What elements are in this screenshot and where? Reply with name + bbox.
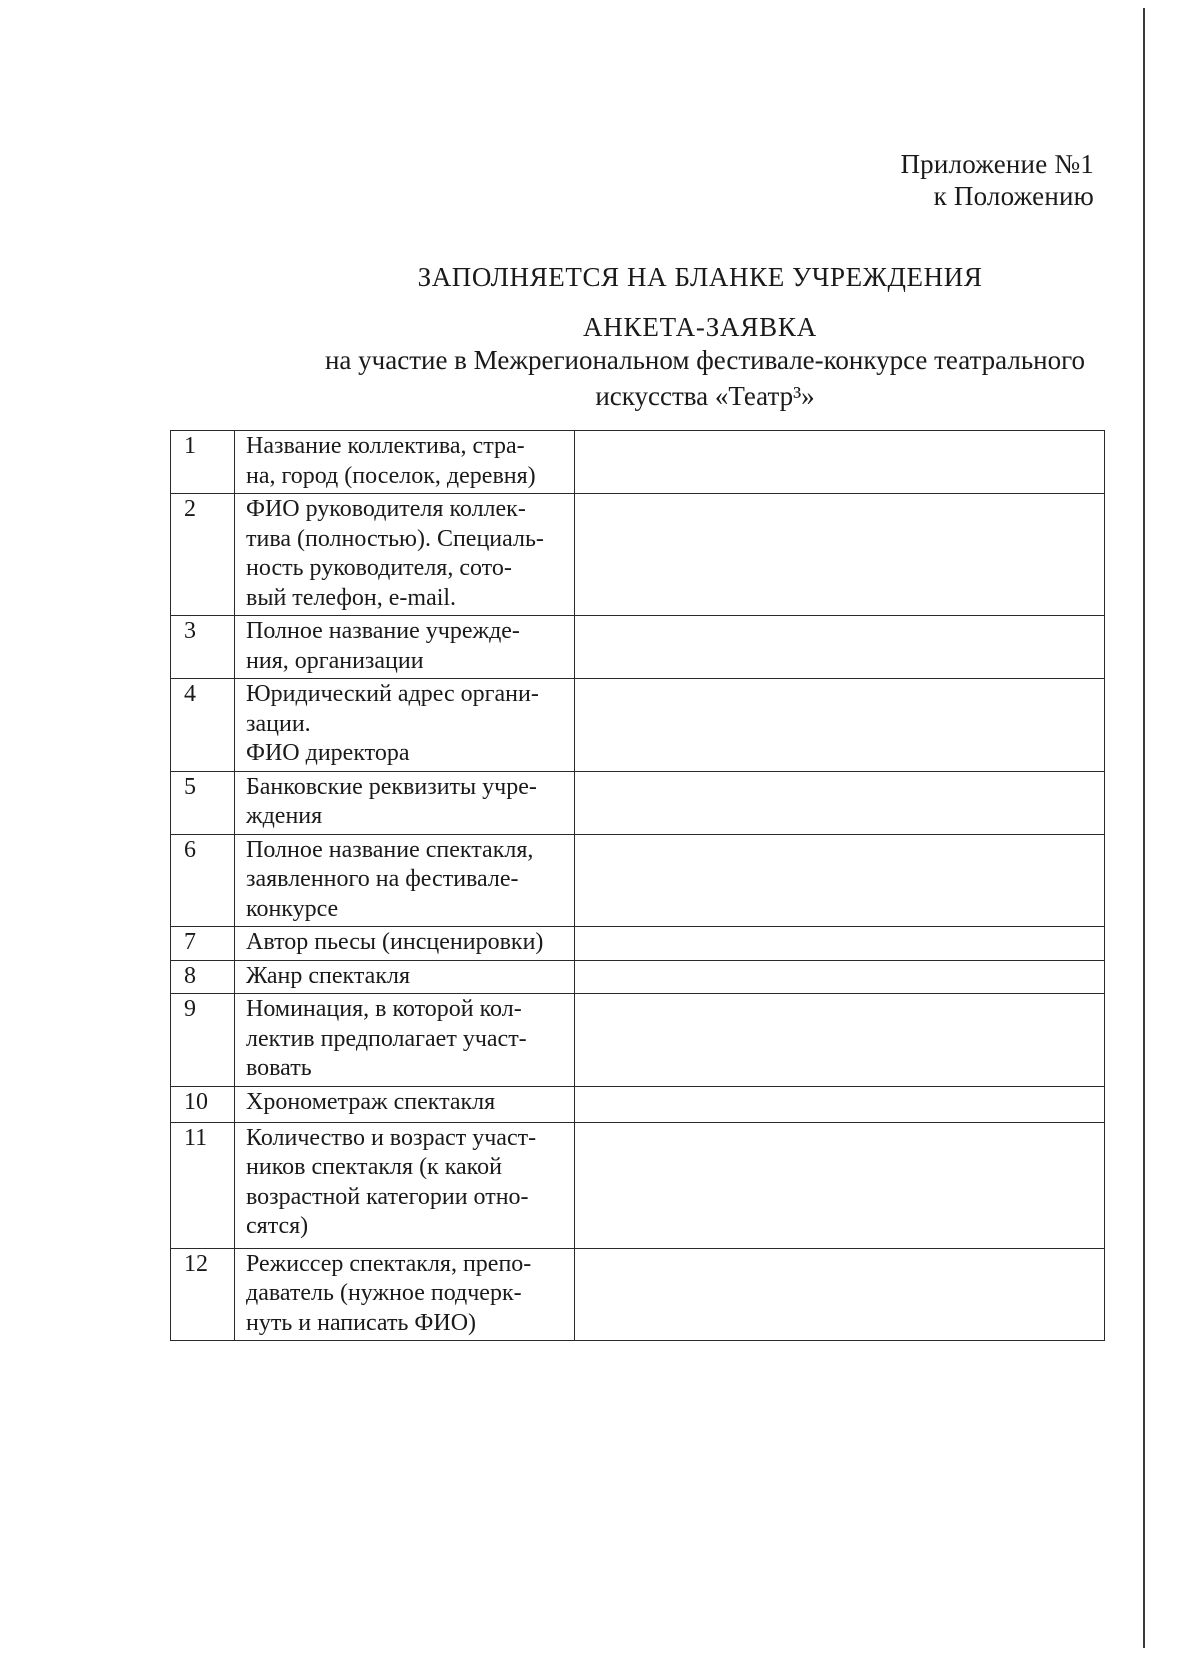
row-label: [235, 1248, 575, 1341]
row-value-field[interactable]: [575, 1248, 1105, 1341]
row-label-line: конкурсе: [246, 895, 339, 922]
form-row-10: [171, 1086, 1105, 1122]
row-label-line: на, город (поселок, деревня): [246, 462, 536, 489]
appendix-note: [900, 148, 1094, 212]
application-form-table: [170, 430, 1105, 1341]
row-label-line: Режиссер спектакля, препо-: [246, 1250, 532, 1277]
row-value-field[interactable]: [575, 927, 1105, 961]
row-number: 11: [171, 1122, 235, 1248]
row-label: [235, 1122, 575, 1248]
row-label-line: Количество и возраст участ-: [246, 1124, 537, 1151]
row-number: 7: [171, 927, 235, 961]
row-number: 8: [171, 960, 235, 994]
row-value-field[interactable]: [575, 960, 1105, 994]
row-value-field[interactable]: [575, 679, 1105, 772]
row-label: [235, 834, 575, 927]
row-label-line: зации.: [246, 710, 311, 737]
row-label-line: даватель (нужное подчерк-: [246, 1280, 522, 1306]
form-row-11: [171, 1122, 1105, 1248]
row-label: [235, 927, 575, 961]
row-number: 3: [171, 616, 235, 679]
row-label-line: Название коллектива, стра-: [246, 433, 525, 459]
form-subtitle: [300, 342, 1110, 414]
row-value-field[interactable]: [575, 994, 1105, 1087]
form-title: АНКЕТА-ЗАЯВКА: [582, 312, 818, 342]
form-subtitle-line-1: на участие в Межрегиональном фестивале-конкурсе театрального: [324, 345, 1086, 375]
form-row-6: [171, 834, 1105, 927]
appendix-line-2: к Положению: [933, 181, 1094, 211]
form-row-8: [171, 960, 1105, 994]
form-row-2: [171, 494, 1105, 616]
row-label-line: Хронометраж спектакля: [246, 1088, 496, 1115]
row-label-line: ждения: [246, 803, 323, 829]
row-number: 4: [171, 679, 235, 772]
row-label-line: Полное название учрежде-: [246, 618, 520, 644]
row-label-line: Банковские реквизиты учре-: [246, 773, 537, 800]
row-label: [235, 431, 575, 494]
fill-instruction: ЗАПОЛНЯЕТСЯ НА БЛАНКЕ УЧРЕЖДЕНИЯ: [417, 262, 983, 292]
row-label-line: ность руководителя, сото-: [246, 555, 512, 581]
row-value-field[interactable]: [575, 834, 1105, 927]
row-label: [235, 1086, 575, 1122]
form-row-12: [171, 1248, 1105, 1341]
form-row-5: [171, 771, 1105, 834]
appendix-line-1: Приложение №1: [900, 149, 1094, 179]
row-label: [235, 679, 575, 772]
row-label-line: вовать: [246, 1055, 312, 1081]
row-label: [235, 994, 575, 1087]
form-subtitle-line-2: искусства «Театр³»: [595, 381, 815, 411]
row-label-line: заявленного на фестивале-: [246, 866, 519, 892]
row-label-line: возрастной категории отно-: [246, 1183, 529, 1210]
row-label: [235, 616, 575, 679]
row-label-line: Номинация, в которой кол-: [246, 996, 522, 1022]
row-value-field[interactable]: [575, 494, 1105, 616]
row-label-line: Юридический адрес органи-: [246, 681, 539, 707]
form-row-3: [171, 616, 1105, 679]
form-row-7: [171, 927, 1105, 961]
row-label-line: лектив предполагает участ-: [246, 1025, 527, 1052]
row-number: 2: [171, 494, 235, 616]
row-value-field[interactable]: [575, 431, 1105, 494]
row-number: 1: [171, 431, 235, 494]
row-value-field[interactable]: [575, 1086, 1105, 1122]
row-label-line: ния, организации: [246, 647, 424, 674]
row-label-line: вый телефон, e-mail.: [246, 584, 457, 611]
row-label-line: сятся): [246, 1213, 309, 1239]
row-label: [235, 494, 575, 616]
row-label-line: ФИО руководителя коллек-: [246, 496, 526, 522]
row-label-line: нуть и написать ФИО): [246, 1309, 477, 1336]
row-number: 5: [171, 771, 235, 834]
form-row-4: [171, 679, 1105, 772]
row-value-field[interactable]: [575, 616, 1105, 679]
row-number: 12: [171, 1248, 235, 1341]
row-value-field[interactable]: [575, 1122, 1105, 1248]
row-label: [235, 960, 575, 994]
row-value-field[interactable]: [575, 771, 1105, 834]
row-label-line: Жанр спектакля: [246, 962, 411, 989]
row-number: 9: [171, 994, 235, 1087]
page-edge-line: [1143, 8, 1145, 1648]
form-table-body: [171, 431, 1105, 1341]
row-label-line: Автор пьесы (инсценировки): [246, 929, 544, 955]
row-number: 10: [171, 1086, 235, 1122]
row-label-line: ФИО директора: [246, 740, 410, 766]
row-number: 6: [171, 834, 235, 927]
row-label-line: Полное название спектакля,: [246, 836, 534, 863]
form-row-1: [171, 431, 1105, 494]
form-row-9: [171, 994, 1105, 1087]
row-label: [235, 771, 575, 834]
row-label-line: тива (полностью). Специаль-: [246, 525, 544, 552]
row-label-line: ников спектакля (к какой: [246, 1154, 502, 1180]
